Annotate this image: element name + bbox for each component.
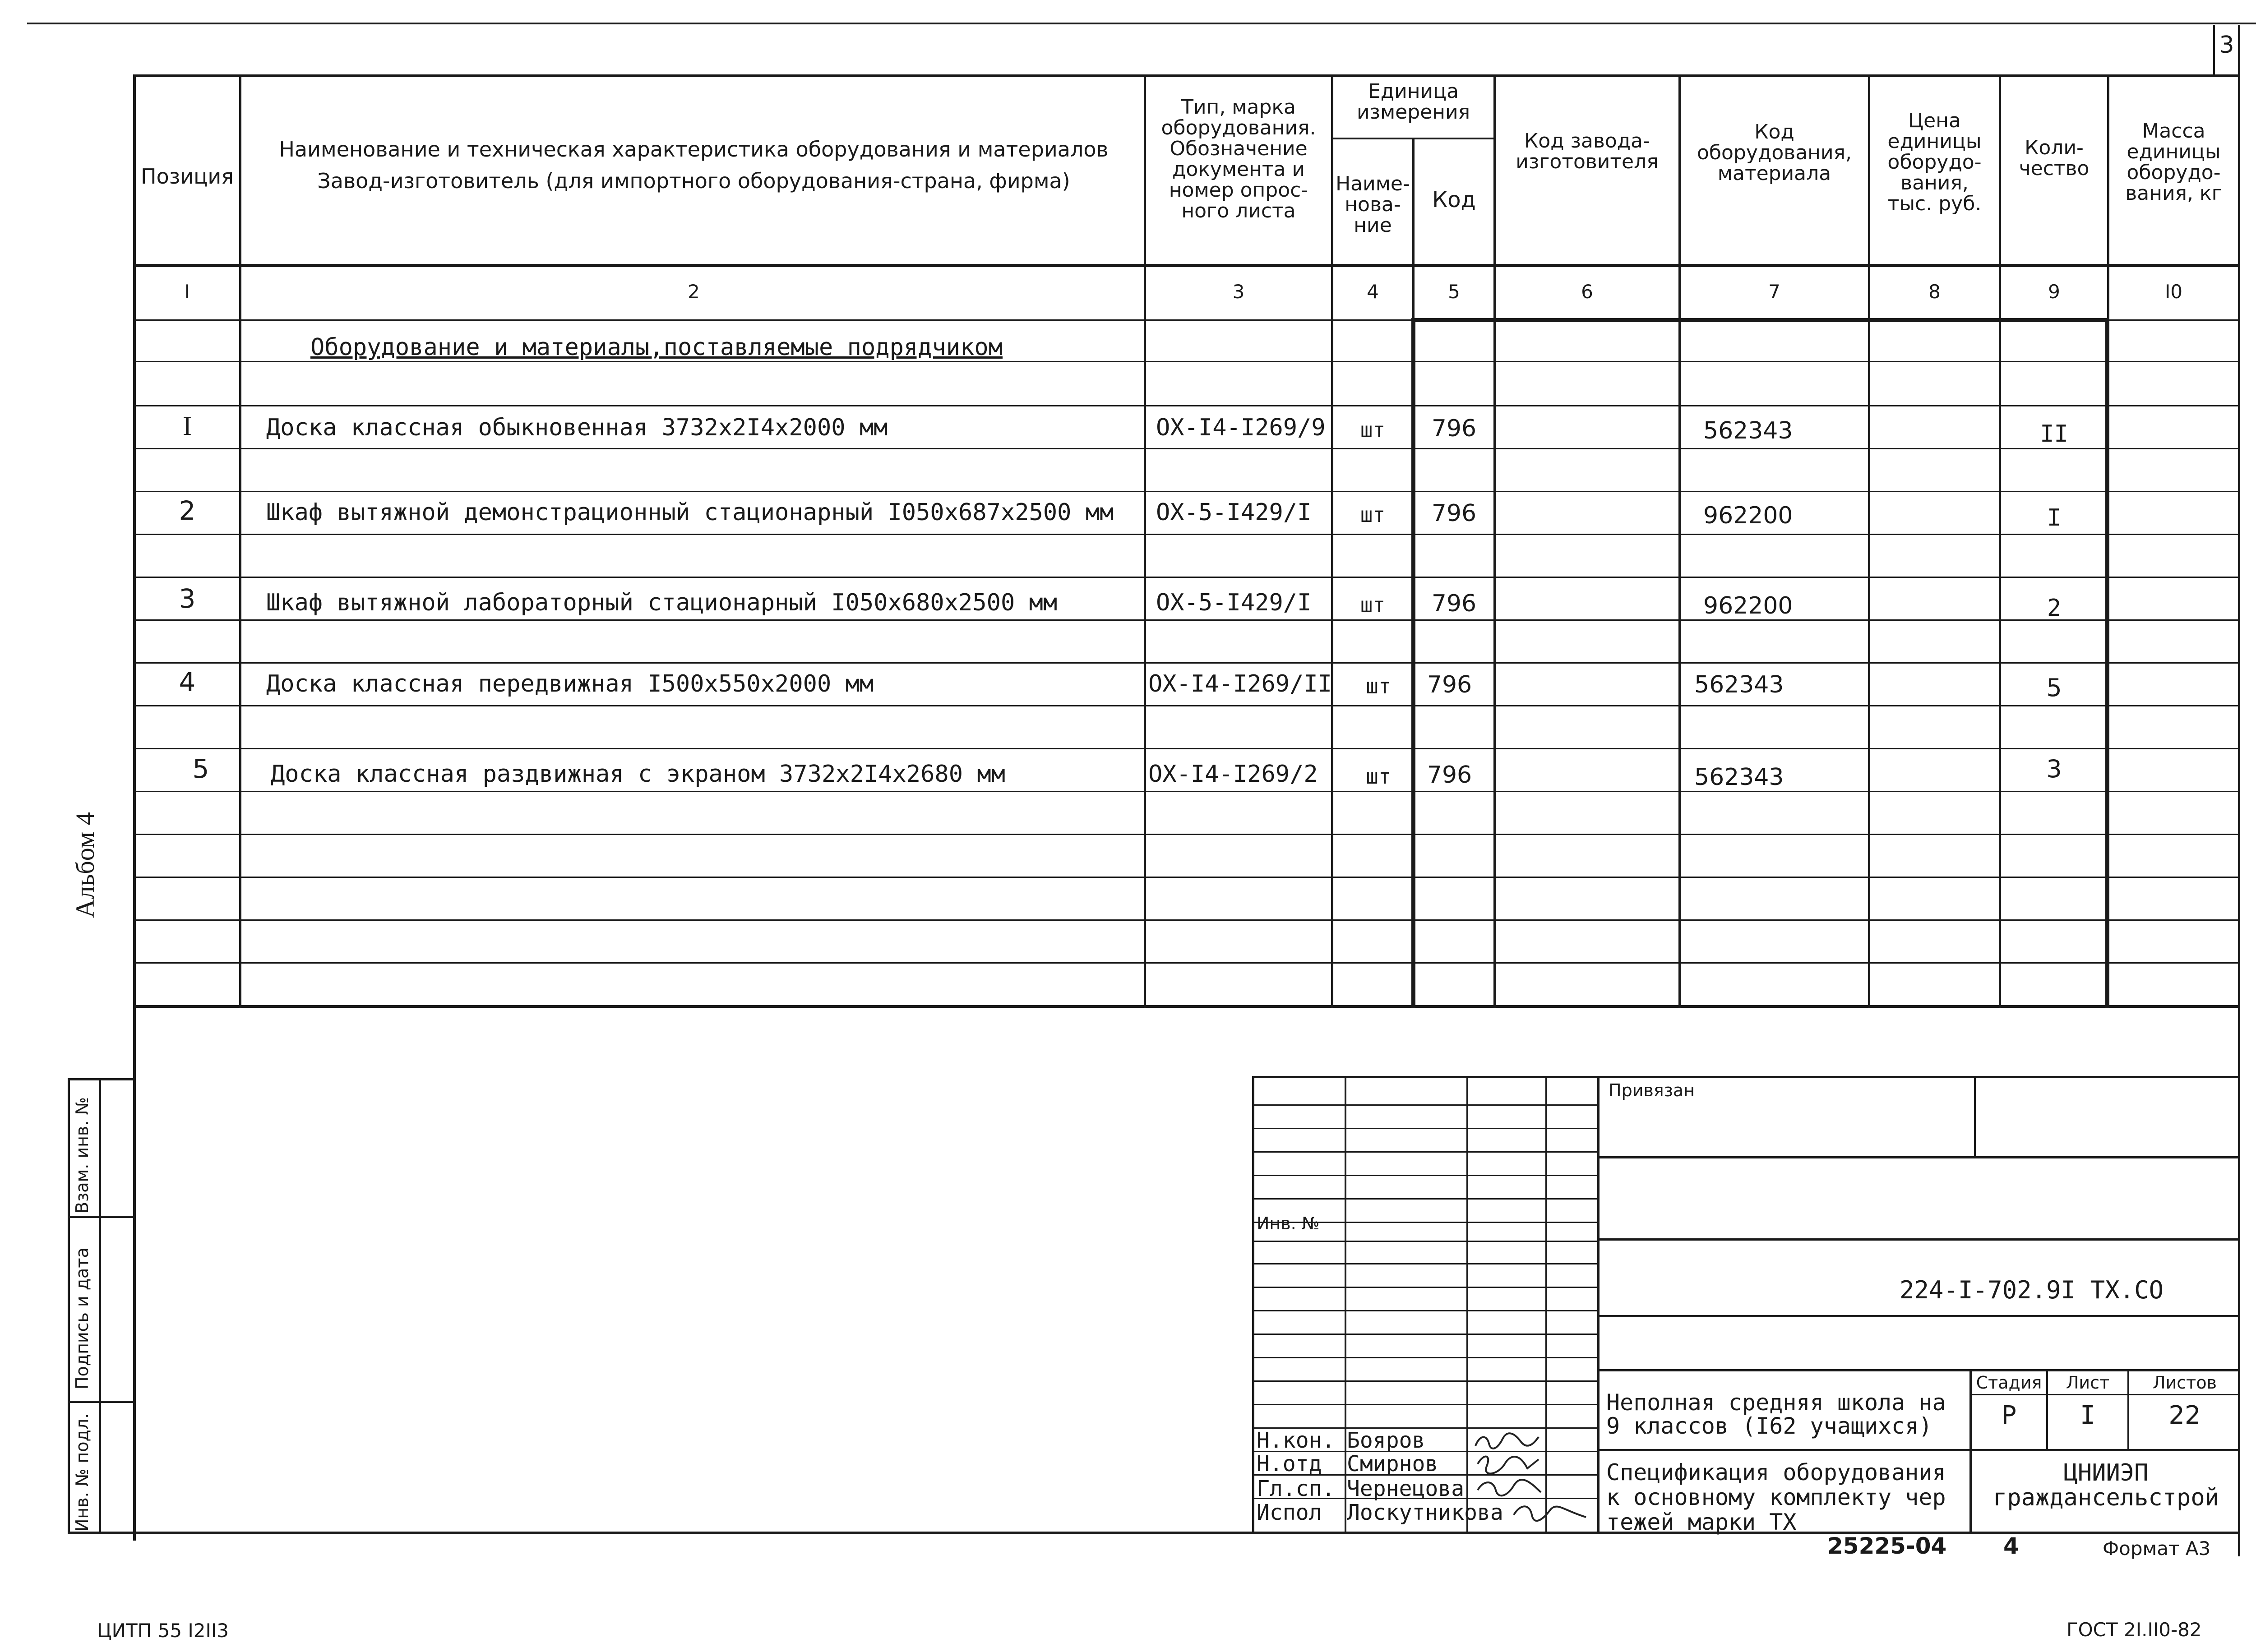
staff-role: Н.кон. (1257, 1428, 1335, 1453)
staff-role: Гл.сп. (1257, 1476, 1335, 1501)
row-unit-code: 796 (1431, 415, 1477, 442)
paper-format: Формат А3 (2103, 1537, 2211, 1560)
column-number: 7 (1768, 281, 1780, 303)
row-material-code: 962200 (1703, 592, 1793, 619)
archive-sheet: 4 (2003, 1533, 2019, 1559)
row-name: Доска классная передвижная I500х550х2000 мм (266, 670, 874, 697)
stage-value: Р (2001, 1401, 2017, 1430)
header-name-line2: Завод-изготовитель (для импортного оборудования-страна, фирма) (317, 169, 1070, 193)
row-unit: шт (1366, 764, 1391, 789)
row-material-code: 562343 (1694, 764, 1784, 791)
project-name-line1: Неполная средняя школа на (1606, 1389, 1946, 1416)
row-type: ОХ-I4-I269/II (1148, 670, 1332, 697)
archive-number: 25225-04 (1827, 1533, 1947, 1559)
row-quantity: 3 (2046, 755, 2062, 783)
header-material-code: Код оборудования, материала (1697, 120, 1852, 185)
row-unit: шт (1360, 418, 1386, 442)
staff-role: Н.отд (1257, 1451, 1322, 1477)
header-name-line1: Наименование и техническая характеристика оборудования и материалов (279, 137, 1109, 162)
row-unit-code: 796 (1427, 671, 1472, 698)
project-name-line2: 9 классов (I62 учащихся) (1606, 1413, 1932, 1439)
row-unit: шт (1360, 503, 1386, 527)
side-label: Альбом 4 (70, 812, 100, 918)
row-unit-code: 796 (1431, 590, 1477, 617)
sheets-label: Листов (2153, 1373, 2217, 1393)
row-position: 5 (192, 753, 209, 784)
row-name: Доска классная раздвижная с экраном 3732х2I4х2680 мм (271, 761, 1005, 788)
row-position: 2 (179, 495, 196, 526)
sheets-value: 22 (2168, 1401, 2201, 1430)
organization-line2: граждансельстрой (1993, 1484, 2219, 1511)
row-quantity: 2 (2047, 595, 2062, 622)
signature-mark (1471, 1450, 1543, 1477)
stamp-signature-date: Подпись и дата (72, 1247, 92, 1389)
tb-inventory-no: Инв. № (1257, 1214, 1320, 1233)
sheet-value: I (2080, 1401, 2095, 1430)
document-code: 224-I-702.9I ТХ.СО (1900, 1276, 2164, 1304)
print-code: ЦИТП 55 I2II3 (97, 1620, 229, 1642)
staff-name: Бояров (1347, 1428, 1425, 1453)
row-name: Шкаф вытяжной лабораторный стационарный I050х680х2500 мм (266, 589, 1058, 616)
stamp-original-inventory: Инв. № подл. (72, 1413, 92, 1532)
row-name: Шкаф вытяжной демонстрационный стационарный I050х687х2500 мм (266, 499, 1114, 526)
row-quantity: I (2047, 504, 2062, 531)
row-material-code: 562343 (1694, 671, 1784, 698)
row-material-code: 962200 (1703, 502, 1793, 529)
header-unit-group: Единица измерения (1356, 80, 1470, 124)
row-position: I (183, 411, 192, 441)
spec-title-line1: Спецификация оборудования (1606, 1459, 1946, 1486)
header-unit-code: Код (1432, 187, 1476, 212)
header-type: Тип, марка оборудования. Обозначение документа и номер опрос- ного листа (1161, 96, 1316, 222)
header-quantity: Коли- чество (2019, 136, 2090, 180)
row-unit: шт (1360, 593, 1386, 617)
signature-mark (1512, 1497, 1588, 1524)
spec-title-line3: тежей марки ТХ (1606, 1509, 1797, 1535)
staff-name: Смирнов (1347, 1451, 1438, 1477)
row-type: ОХ-5-I429/I (1156, 589, 1312, 616)
stamp-replacement-inventory: Взам. инв. № (72, 1097, 92, 1214)
signature-mark (1471, 1426, 1543, 1453)
row-type: ОХ-I4-I269/2 (1148, 761, 1318, 788)
column-number: 3 (1232, 281, 1245, 303)
row-position: 4 (179, 667, 196, 697)
header-mass: Масса единицы оборудо- вания, кг (2125, 120, 2222, 205)
staff-name: Лоскутникова (1347, 1500, 1503, 1525)
row-name: Доска классная обыкновенная 3732х2I4х2000 мм (266, 414, 888, 441)
row-unit-code: 796 (1431, 500, 1477, 527)
column-number: 6 (1581, 281, 1593, 303)
column-number: I0 (2164, 281, 2183, 303)
row-unit-code: 796 (1427, 761, 1472, 789)
spec-title-line2: к основному комплекту чер (1606, 1484, 1946, 1510)
staff-name: Чернецова (1347, 1476, 1465, 1501)
section-title: Оборудование и материалы,поставляемые подрядчиком (310, 334, 1003, 361)
row-type: ОХ-I4-I269/9 (1156, 414, 1326, 441)
row-material-code: 562343 (1703, 417, 1793, 444)
sheet-label: Лист (2066, 1373, 2110, 1393)
sheet-number: 3 (2219, 32, 2234, 59)
column-number: 9 (2048, 281, 2060, 303)
header-price: Цена единицы оборудо- вания, тыс. руб. (1887, 109, 1982, 215)
row-quantity: II (2040, 420, 2068, 448)
row-quantity: 5 (2046, 674, 2062, 702)
organization-line1: ЦНИИЭП (2063, 1459, 2149, 1486)
header-position: Позиция (141, 164, 234, 189)
column-number: 8 (1928, 281, 1941, 303)
gost-standard: ГОСТ 2I.II0-82 (2066, 1619, 2202, 1641)
row-type: ОХ-5-I429/I (1156, 499, 1312, 526)
column-number: 4 (1367, 281, 1379, 303)
tb-privyazan: Привязан (1609, 1080, 1695, 1100)
row-unit: шт (1366, 674, 1391, 698)
stage-label: Стадия (1976, 1373, 2042, 1393)
column-number: 2 (688, 281, 700, 303)
column-number: I (184, 281, 190, 303)
column-number: 5 (1448, 281, 1460, 303)
header-unit-name: Наиме- нова- ние (1336, 172, 1410, 237)
staff-role: Испол (1257, 1500, 1322, 1525)
row-position: 3 (179, 583, 196, 614)
header-factory-code: Код завода- изготовителя (1516, 129, 1659, 173)
